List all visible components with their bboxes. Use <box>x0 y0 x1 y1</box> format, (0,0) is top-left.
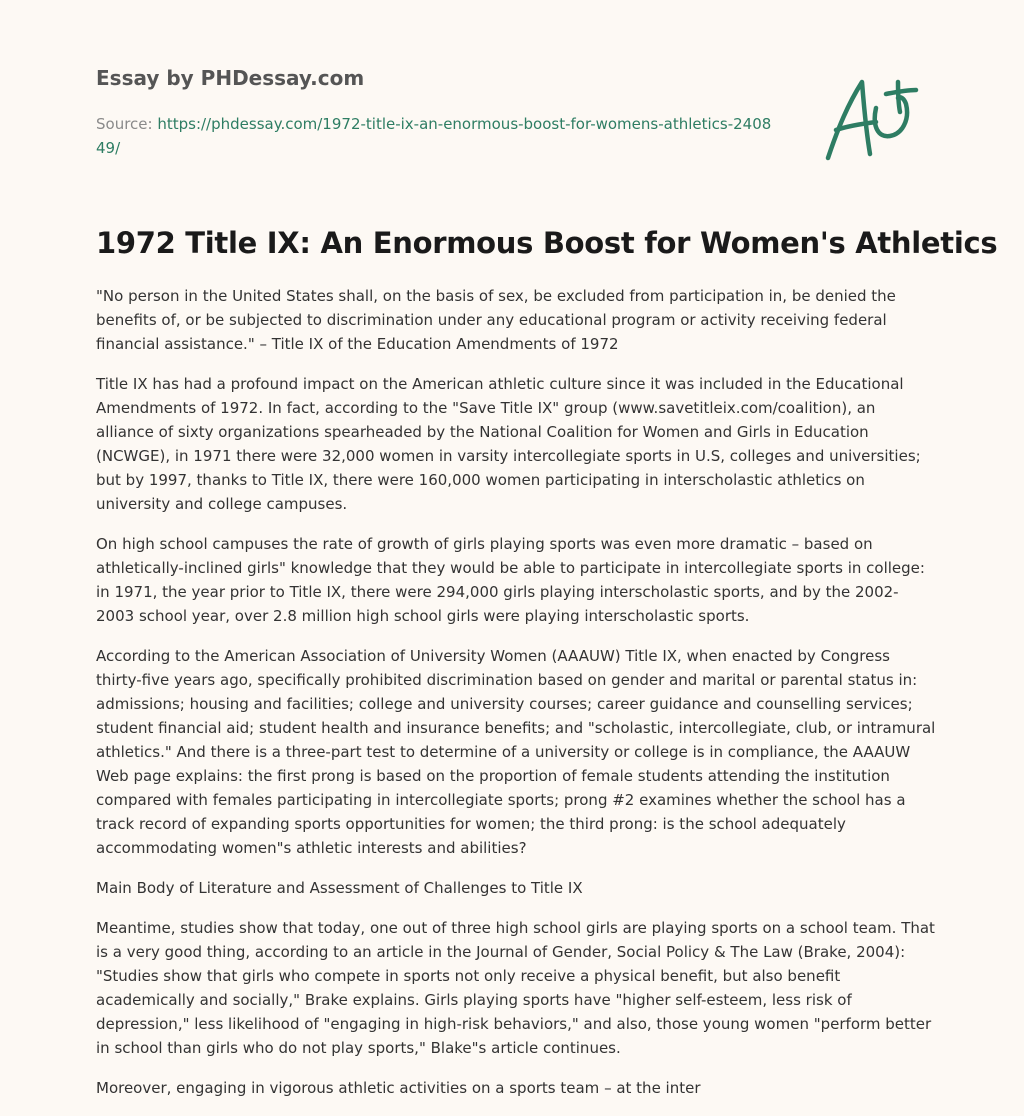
source-line <box>96 112 776 160</box>
paragraph: Title IX has had a profound impact on the American athletic culture since it was included in the Educational Amendments of 1972. In fact, according to the "Save Title IX" group (www.savetitleix.com/coalition), an alliance of sixty organizations spearheaded by the National Coalition for Women and Girls in Education (NCWGE), in 1971 there were 32,000 women in varsity intercollegiate sports in U.S, colleges and universities; but by 1997, thanks to Title IX, there were 160,000 women participating in interscholastic athletics on university and college campuses. <box>96 375 921 513</box>
a-plus-logo-icon <box>820 68 930 164</box>
paragraph: According to the American Association of University Women (AAAUW) Title IX, when enacted by Congress thirty-five years ago, specifically prohibited discrimination based on gender and marital or parental status in: admissions; housing and facilities; college and university courses; career guidance and counselling services; student financial aid; student health and insurance benefits; and "scholastic, intercollegiate, club, or intramural athletics." And there is a three-part test to determine of a university or college is in compliance, the AAAUW Web page explains: the first prong is based on the proportion of female students attending the institution compared with females participating in intercollegiate sports; prong #2 examines whether the school has a track record of expanding sports opportunities for women; the third prong: is the school adequately accommodating women"s athletic interests and abilities? <box>96 647 936 857</box>
source-link[interactable]: https://phdessay.com/1972-title-ix-an-enormous-boost-for-womens-athletics-240849/ <box>96 115 772 157</box>
essay-title: 1972 Title IX: An Enormous Boost for Women's Athletics <box>96 226 998 260</box>
source-label: Source: <box>96 115 158 133</box>
paragraph: Meantime, studies show that today, one out of three high school girls are playing sports on a school team. That is a very good thing, according to an article in the Journal of Gender, Social Policy & The Law (Brake, 2004): "Studies show that girls who compete in sports not only receive a physical benefit, but also benefit academically and socially," Brake explains. Girls playing sports have "higher self-esteem, less risk of depression," less likelihood of "engaging in high-risk behaviors," and also, those young women "perform better in school than girls who do not play sports," Blake"s article continues. <box>96 919 935 1057</box>
paragraph: On high school campuses the rate of growth of girls playing sports was even more dramatic – based on athletically-inclined girls" knowledge that they would be able to participate in intercollegiate sports in college: in 1971, the year prior to Title IX, there were 294,000 girls playing interscholastic sports, and by the 2002-2003 school year, over 2.8 million high school girls were playing interscholastic sports. <box>96 535 925 625</box>
paragraph: "No person in the United States shall, on the basis of sex, be excluded from participation in, be denied the benefits of, or be subjected to discrimination under any educational program or activity receiving federal financial assistance." – Title IX of the Education Amendments of 1972 <box>96 287 896 353</box>
essay-body <box>96 284 936 1116</box>
paragraph: Moreover, engaging in vigorous athletic activities on a sports team – at the inter <box>96 1079 701 1097</box>
site-title: Essay by PHDessay.com <box>96 66 365 90</box>
section-heading: Main Body of Literature and Assessment of Challenges to Title IX <box>96 879 583 897</box>
